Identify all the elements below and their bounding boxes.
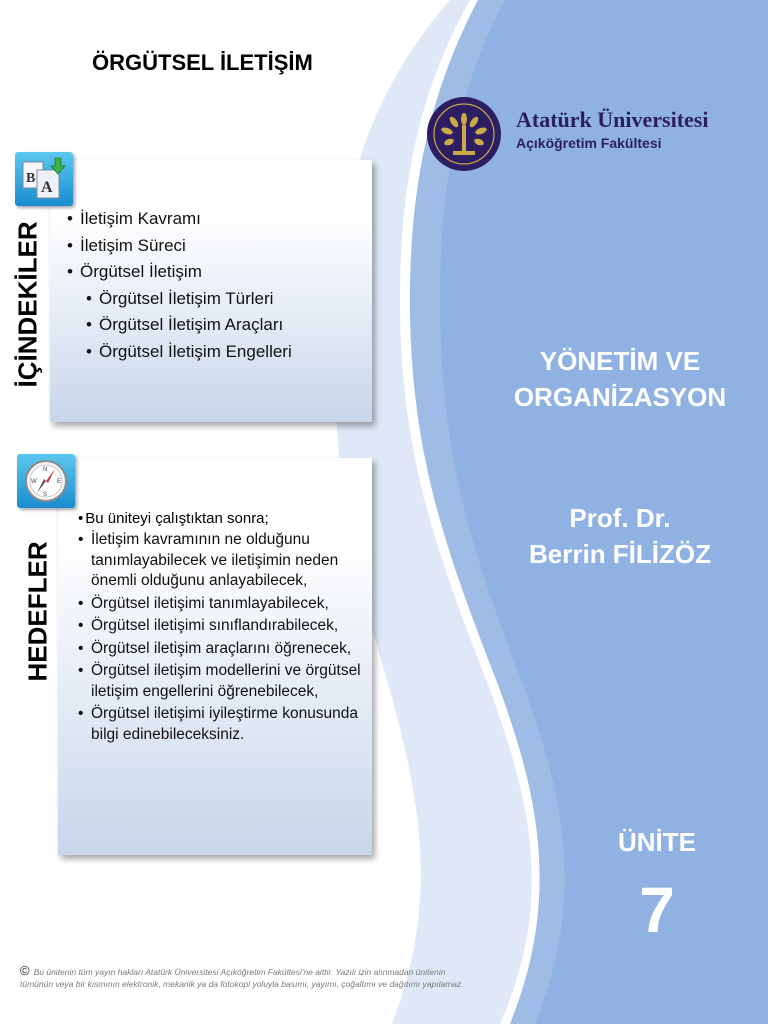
toc-side-label: İÇİNDEKİLER: [12, 221, 43, 388]
toc-box: [50, 160, 372, 422]
toc-item: • İletişim Süreci: [80, 233, 292, 260]
svg-text:B: B: [26, 171, 36, 186]
document-ab-icon: [15, 152, 73, 206]
page-title: ÖRGÜTSEL İLETİŞİM: [92, 50, 313, 75]
svg-text:W: W: [31, 479, 37, 485]
svg-text:S: S: [43, 492, 48, 498]
toc-list: [80, 206, 292, 365]
toc-subitem: • Örgütsel İletişim Araçları: [99, 312, 292, 339]
compass-icon: [17, 454, 75, 508]
goals-intro-text: Bu üniteyi çalıştıktan sonra;: [85, 510, 269, 527]
goal-item: • Örgütsel iletişimi tanımlayabilecek,: [91, 594, 366, 615]
toc-item: • Örgütsel İletişim: [80, 259, 292, 286]
goal-item: • Örgütsel iletişimi sınıflandırabilecek,: [91, 616, 366, 637]
unit-number: 7: [639, 874, 675, 946]
university-seal-icon: [427, 97, 501, 171]
course-title-line2: ORGANİZASYON: [513, 382, 727, 412]
author-name: Berrin FİLİZÖZ: [529, 539, 711, 569]
goals-intro: • Bu üniteyi çalıştıktan sonra;: [78, 510, 269, 527]
toc-item: • İletişim Kavramı: [80, 206, 292, 233]
toc-subitem: • Örgütsel İletişim Türleri: [99, 286, 292, 313]
author: [470, 500, 768, 572]
copyright-text: Bu ünitenin tüm yayın hakları Atatürk Üniversitesi Açıköğretim Fakültesi'ne aittir. Yazılı izin alınmadan ünitenin tümünün veya bir kısmının elektronik, mekanik ya da fotokopi yoluyla basımı, yayımı, çoğaltımı ve dağıtımı yapılamaz.: [20, 967, 464, 989]
svg-text:E: E: [57, 479, 62, 485]
copyright-icon: ©: [20, 963, 30, 978]
toc-subitem: • Örgütsel İletişim Engelleri: [99, 339, 292, 366]
unit-label: ÜNİTE: [618, 827, 696, 857]
goal-item: • İletişim kavramının ne olduğunu tanımlayabilecek ve iletişimin neden önemli olduğunu anlayabilecek,: [91, 530, 366, 592]
goal-item: • Örgütsel iletişimi iyileştirme konusunda bilgi edinebileceksiniz.: [91, 704, 366, 745]
goal-item: • Örgütsel iletişim araçlarını öğrenecek,: [91, 639, 366, 660]
svg-text:N: N: [43, 467, 48, 473]
university-name: Atatürk Üniversitesi: [516, 107, 709, 132]
course-title-line1: YÖNETİM VE: [539, 346, 701, 376]
copyright-notice: [20, 965, 475, 990]
goals-list: [91, 530, 366, 747]
university-logo: [427, 97, 767, 172]
faculty-name: Açıköğretim Fakültesi: [516, 135, 662, 151]
author-title: Prof. Dr.: [569, 503, 671, 533]
goals-side-label: HEDEFLER: [22, 541, 53, 682]
svg-text:A: A: [41, 179, 53, 196]
course-title: [470, 343, 768, 415]
goals-box: [58, 458, 372, 855]
goal-item: • Örgütsel iletişim modellerini ve örgütsel iletişim engellerini öğrenebilecek,: [91, 661, 366, 702]
